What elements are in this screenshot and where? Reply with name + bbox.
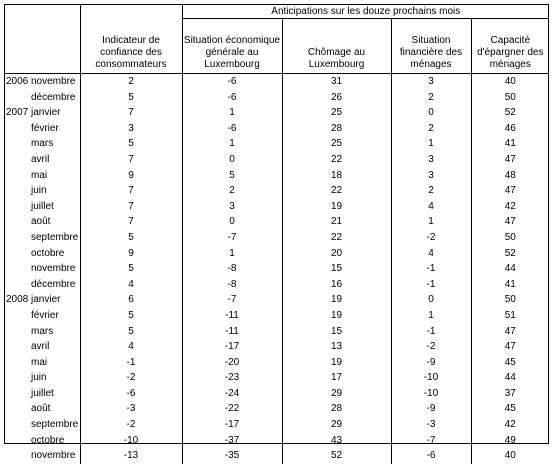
capacite-cell: 52 bbox=[471, 246, 549, 262]
capacite-cell: 42 bbox=[471, 199, 549, 215]
header-chomage: Chômage au Luxembourg bbox=[282, 19, 391, 74]
month-cell: avril bbox=[31, 153, 50, 165]
year-cell bbox=[4, 401, 29, 417]
month-cell: mai bbox=[31, 356, 48, 368]
header-capacite: Capacité d'épargner des ménages bbox=[471, 19, 549, 74]
table-row bbox=[4, 183, 549, 199]
confidence-cell: -10 bbox=[80, 433, 182, 449]
confidence-cell: 7 bbox=[80, 214, 182, 230]
month-cell: septembre bbox=[31, 231, 79, 243]
situation-fin-cell: -2 bbox=[391, 230, 471, 246]
confidence-cell: 2 bbox=[80, 74, 182, 90]
table-row bbox=[4, 277, 549, 293]
year-cell bbox=[4, 90, 29, 106]
chomage-cell: 19 bbox=[282, 355, 391, 371]
situation-fin-cell: -2 bbox=[391, 339, 471, 355]
table-row bbox=[4, 121, 549, 137]
table-row bbox=[4, 90, 549, 106]
month-cell: mars bbox=[31, 325, 54, 337]
month-cell: janvier bbox=[31, 107, 61, 119]
situation-eco-cell: -35 bbox=[182, 448, 282, 464]
month-cell: mars bbox=[31, 138, 54, 150]
capacite-cell: 50 bbox=[471, 230, 549, 246]
month-cell: octobre bbox=[31, 434, 65, 446]
header-row-columns bbox=[4, 19, 549, 74]
year-cell bbox=[4, 214, 29, 230]
header-corner bbox=[4, 4, 80, 19]
situation-fin-cell: -1 bbox=[391, 324, 471, 340]
situation-fin-cell: 4 bbox=[391, 246, 471, 262]
month-cell: juillet bbox=[31, 387, 54, 399]
chomage-cell: 18 bbox=[282, 168, 391, 184]
capacite-cell: 48 bbox=[471, 168, 549, 184]
chomage-cell: 26 bbox=[282, 90, 391, 106]
month-cell: novembre bbox=[31, 76, 76, 87]
header-row-top bbox=[4, 4, 549, 19]
confidence-cell: 5 bbox=[80, 324, 182, 340]
confidence-cell: 9 bbox=[80, 246, 182, 262]
chomage-cell: 19 bbox=[282, 292, 391, 308]
situation-eco-cell: -22 bbox=[182, 401, 282, 417]
confidence-cell: 5 bbox=[80, 308, 182, 324]
chomage-cell: 22 bbox=[282, 230, 391, 246]
chomage-cell: 31 bbox=[282, 74, 391, 90]
year-cell bbox=[4, 308, 29, 324]
chomage-cell: 25 bbox=[282, 136, 391, 152]
capacite-cell: 40 bbox=[471, 74, 549, 90]
year-cell bbox=[4, 370, 29, 386]
year-cell bbox=[4, 339, 29, 355]
table-row bbox=[4, 199, 549, 215]
year-cell bbox=[4, 433, 29, 449]
chomage-cell: 28 bbox=[282, 401, 391, 417]
confidence-cell: 5 bbox=[80, 261, 182, 277]
year-cell bbox=[4, 324, 29, 340]
confidence-cell: 4 bbox=[80, 339, 182, 355]
confidence-cell: -2 bbox=[80, 370, 182, 386]
situation-eco-cell: -20 bbox=[182, 355, 282, 371]
header-situation-eco: Situation économique générale au Luxembourg bbox=[182, 19, 282, 74]
situation-fin-cell: 3 bbox=[391, 152, 471, 168]
table-row bbox=[4, 401, 549, 417]
table-row bbox=[4, 308, 549, 324]
confidence-cell: -13 bbox=[80, 448, 182, 464]
table-row bbox=[4, 246, 549, 262]
month-cell: novembre bbox=[31, 263, 76, 275]
situation-eco-cell: -11 bbox=[182, 308, 282, 324]
confidence-cell: 7 bbox=[80, 183, 182, 199]
situation-fin-cell: -9 bbox=[391, 401, 471, 417]
situation-eco-cell: 1 bbox=[182, 136, 282, 152]
year-cell bbox=[4, 261, 29, 277]
situation-eco-cell: -23 bbox=[182, 370, 282, 386]
confidence-cell: 9 bbox=[80, 168, 182, 184]
confidence-cell: 3 bbox=[80, 121, 182, 137]
capacite-cell: 41 bbox=[471, 136, 549, 152]
situation-fin-cell: -10 bbox=[391, 386, 471, 402]
chomage-cell: 22 bbox=[282, 183, 391, 199]
chomage-cell: 19 bbox=[282, 199, 391, 215]
situation-fin-cell: -10 bbox=[391, 370, 471, 386]
table-row bbox=[4, 417, 549, 433]
situation-fin-cell: 2 bbox=[391, 121, 471, 137]
situation-fin-cell: -1 bbox=[391, 261, 471, 277]
situation-fin-cell: 1 bbox=[391, 214, 471, 230]
month-cell: février bbox=[31, 122, 59, 134]
capacite-cell: 44 bbox=[471, 370, 549, 386]
capacite-cell: 47 bbox=[471, 152, 549, 168]
table-body bbox=[4, 74, 549, 464]
table-row bbox=[4, 292, 549, 308]
capacite-cell: 51 bbox=[471, 308, 549, 324]
month-cell: mai bbox=[31, 169, 48, 181]
capacite-cell: 47 bbox=[471, 324, 549, 340]
situation-eco-cell: 5 bbox=[182, 168, 282, 184]
situation-eco-cell: -37 bbox=[182, 433, 282, 449]
table-row bbox=[4, 386, 549, 402]
situation-eco-cell: 0 bbox=[182, 152, 282, 168]
situation-eco-cell: -8 bbox=[182, 277, 282, 293]
chomage-cell: 19 bbox=[282, 308, 391, 324]
year-cell bbox=[4, 136, 29, 152]
situation-fin-cell: 4 bbox=[391, 199, 471, 215]
confidence-cell: 6 bbox=[80, 292, 182, 308]
month-cell: septembre bbox=[31, 419, 79, 431]
header-period-blank bbox=[4, 19, 80, 74]
year-cell bbox=[4, 230, 29, 246]
situation-fin-cell: -3 bbox=[391, 417, 471, 433]
month-cell: juin bbox=[31, 185, 47, 197]
chomage-cell: 25 bbox=[282, 105, 391, 121]
table-row bbox=[4, 168, 549, 184]
table-row bbox=[4, 230, 549, 246]
table-row bbox=[4, 152, 549, 168]
capacite-cell: 50 bbox=[471, 292, 549, 308]
table-row bbox=[4, 448, 549, 464]
chomage-cell: 28 bbox=[282, 121, 391, 137]
situation-eco-cell: 1 bbox=[182, 105, 282, 121]
situation-fin-cell: -9 bbox=[391, 355, 471, 371]
confidence-cell: -3 bbox=[80, 401, 182, 417]
situation-eco-cell: 3 bbox=[182, 199, 282, 215]
chomage-cell: 20 bbox=[282, 246, 391, 262]
situation-fin-cell: -6 bbox=[391, 448, 471, 464]
situation-fin-cell: 3 bbox=[391, 168, 471, 184]
table-row bbox=[4, 74, 549, 90]
month-cell: juin bbox=[31, 372, 47, 384]
month-cell: août bbox=[31, 216, 51, 228]
situation-eco-cell: -7 bbox=[182, 292, 282, 308]
situation-eco-cell: -17 bbox=[182, 339, 282, 355]
situation-eco-cell: -6 bbox=[182, 90, 282, 106]
month-cell: février bbox=[31, 309, 59, 321]
year-cell bbox=[4, 448, 29, 464]
year-cell bbox=[4, 386, 29, 402]
situation-eco-cell: -6 bbox=[182, 121, 282, 137]
year-cell bbox=[4, 168, 29, 184]
situation-fin-cell: 3 bbox=[391, 74, 471, 90]
capacite-cell: 49 bbox=[471, 433, 549, 449]
year-cell bbox=[4, 355, 29, 371]
situation-eco-cell: 2 bbox=[182, 183, 282, 199]
header-blank-confidence bbox=[80, 4, 182, 19]
table-row bbox=[4, 324, 549, 340]
chomage-cell: 17 bbox=[282, 370, 391, 386]
year-cell: 2007 bbox=[6, 107, 29, 119]
capacite-cell: 47 bbox=[471, 183, 549, 199]
year-cell bbox=[4, 417, 29, 433]
header-anticipations: Anticipations sur les douze prochains mois bbox=[182, 4, 549, 19]
capacite-cell: 41 bbox=[471, 277, 549, 293]
capacite-cell: 47 bbox=[471, 214, 549, 230]
chomage-cell: 29 bbox=[282, 417, 391, 433]
chomage-cell: 15 bbox=[282, 324, 391, 340]
year-cell: 2008 bbox=[6, 294, 29, 306]
confidence-cell: 4 bbox=[80, 277, 182, 293]
table-row bbox=[4, 339, 549, 355]
confidence-cell: -1 bbox=[80, 355, 182, 371]
confidence-cell: -2 bbox=[80, 417, 182, 433]
chomage-cell: 21 bbox=[282, 214, 391, 230]
month-cell: novembre bbox=[31, 450, 76, 462]
situation-fin-cell: 0 bbox=[391, 292, 471, 308]
header-confidence: Indicateur de confiance des consommateurs bbox=[80, 19, 182, 74]
situation-eco-cell: -11 bbox=[182, 324, 282, 340]
capacite-cell: 47 bbox=[471, 339, 549, 355]
situation-fin-cell: 2 bbox=[391, 183, 471, 199]
capacite-cell: 46 bbox=[471, 121, 549, 137]
situation-eco-cell: -6 bbox=[182, 74, 282, 90]
situation-fin-cell: -7 bbox=[391, 433, 471, 449]
month-cell: août bbox=[31, 403, 51, 415]
table-row bbox=[4, 261, 549, 277]
situation-fin-cell: 2 bbox=[391, 90, 471, 106]
capacite-cell: 37 bbox=[471, 386, 549, 402]
situation-eco-cell: 1 bbox=[182, 246, 282, 262]
year-cell bbox=[4, 152, 29, 168]
situation-eco-cell: -17 bbox=[182, 417, 282, 433]
confidence-cell: 7 bbox=[80, 199, 182, 215]
capacite-cell: 42 bbox=[471, 417, 549, 433]
header-situation-fin: Situation financière des ménages bbox=[391, 19, 471, 74]
table-row bbox=[4, 433, 549, 449]
situation-eco-cell: -7 bbox=[182, 230, 282, 246]
situation-fin-cell: -1 bbox=[391, 277, 471, 293]
confidence-cell: 5 bbox=[80, 230, 182, 246]
situation-eco-cell: 0 bbox=[182, 214, 282, 230]
confidence-cell: 7 bbox=[80, 152, 182, 168]
confidence-cell: 5 bbox=[80, 136, 182, 152]
capacite-cell: 45 bbox=[471, 355, 549, 371]
chomage-cell: 15 bbox=[282, 261, 391, 277]
year-cell bbox=[4, 121, 29, 137]
table-row bbox=[4, 136, 549, 152]
month-cell: octobre bbox=[31, 247, 65, 259]
table-row bbox=[4, 370, 549, 386]
year-cell bbox=[4, 246, 29, 262]
capacite-cell: 40 bbox=[471, 448, 549, 464]
capacite-cell: 50 bbox=[471, 90, 549, 106]
confidence-cell: 7 bbox=[80, 105, 182, 121]
month-cell: décembre bbox=[31, 278, 76, 290]
table-row bbox=[4, 214, 549, 230]
chomage-cell: 43 bbox=[282, 433, 391, 449]
chomage-cell: 16 bbox=[282, 277, 391, 293]
consumer-confidence-table bbox=[4, 4, 549, 464]
chomage-cell: 13 bbox=[282, 339, 391, 355]
situation-fin-cell: 1 bbox=[391, 136, 471, 152]
confidence-cell: 5 bbox=[80, 90, 182, 106]
situation-eco-cell: -8 bbox=[182, 261, 282, 277]
situation-fin-cell: 1 bbox=[391, 308, 471, 324]
chomage-cell: 52 bbox=[282, 448, 391, 464]
situation-eco-cell: -24 bbox=[182, 386, 282, 402]
chomage-cell: 29 bbox=[282, 386, 391, 402]
year-cell: 2006 bbox=[6, 76, 29, 87]
confidence-cell: -6 bbox=[80, 386, 182, 402]
month-cell: décembre bbox=[31, 91, 76, 103]
table-row bbox=[4, 355, 549, 371]
month-cell: janvier bbox=[31, 294, 61, 306]
capacite-cell: 44 bbox=[471, 261, 549, 277]
year-cell bbox=[4, 199, 29, 215]
month-cell: juillet bbox=[31, 200, 54, 212]
situation-fin-cell: 0 bbox=[391, 105, 471, 121]
capacite-cell: 45 bbox=[471, 401, 549, 417]
table-row bbox=[4, 105, 549, 121]
capacite-cell: 52 bbox=[471, 105, 549, 121]
year-cell bbox=[4, 277, 29, 293]
chomage-cell: 22 bbox=[282, 152, 391, 168]
month-cell: avril bbox=[31, 341, 50, 353]
year-cell bbox=[4, 183, 29, 199]
